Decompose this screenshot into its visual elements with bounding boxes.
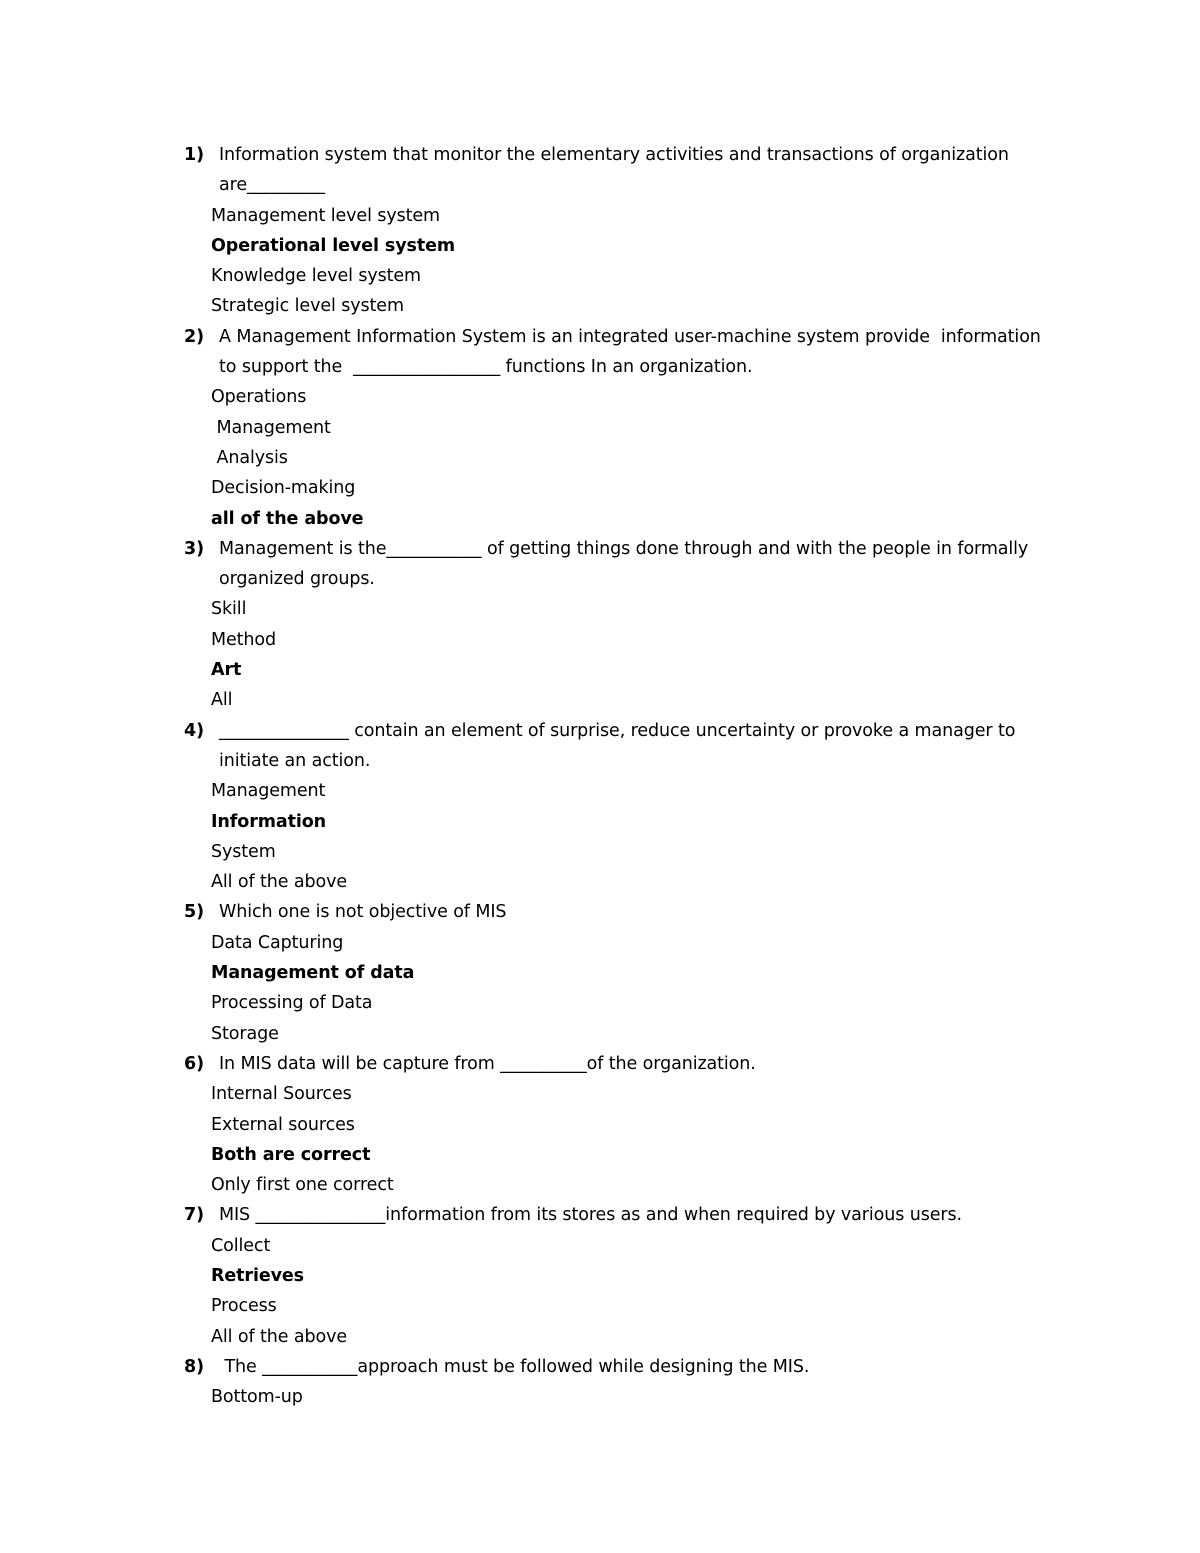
option-label: Knowledge level system [211, 266, 422, 287]
question-line: In MIS data will be capture from __________of the organization. [219, 1053, 756, 1074]
question-list [0, 140, 1200, 1412]
answer-option [0, 625, 1200, 655]
question-number: 6) [184, 1053, 204, 1074]
question-line: MIS _______________information from its stores as and when required by various users. [219, 1205, 962, 1226]
answer-option [0, 1019, 1200, 1049]
answer-option [0, 413, 1200, 443]
question-text-continued [0, 352, 1200, 382]
question-block [0, 534, 1200, 716]
question-block [0, 716, 1200, 898]
question-number: 4) [184, 720, 204, 741]
option-label: Process [211, 1296, 277, 1317]
option-label: Information [211, 811, 327, 832]
option-label: Art [211, 660, 242, 681]
option-label: Processing of Data [211, 993, 373, 1014]
option-label: Both are correct [211, 1144, 371, 1165]
question-text [0, 897, 1200, 927]
question-text [0, 1200, 1200, 1230]
answer-option-correct [0, 655, 1200, 685]
option-label: System [211, 841, 276, 862]
option-label: All [211, 690, 233, 711]
question-line: initiate an action. [219, 750, 371, 771]
option-label: Internal Sources [211, 1084, 352, 1105]
question-text [0, 140, 1200, 170]
question-number: 3) [184, 538, 204, 559]
answer-option [0, 1170, 1200, 1200]
option-label: Management [211, 417, 331, 438]
option-label: Retrieves [211, 1265, 305, 1286]
answer-option [0, 594, 1200, 624]
answer-option [0, 1079, 1200, 1109]
option-label: all of the above [211, 508, 364, 529]
option-label: Analysis [211, 447, 288, 468]
answer-option [0, 1110, 1200, 1140]
question-number: 5) [184, 902, 204, 923]
answer-option [0, 443, 1200, 473]
option-label: All of the above [211, 872, 348, 893]
question-line: _______________ contain an element of surprise, reduce uncertainty or provoke a manager to [219, 720, 1016, 741]
answer-option [0, 473, 1200, 503]
answer-option-correct [0, 1261, 1200, 1291]
answer-option [0, 776, 1200, 806]
question-text [0, 322, 1200, 352]
question-line: A Management Information System is an integrated user-machine system provide information [219, 326, 1041, 347]
option-label: External sources [211, 1114, 355, 1135]
answer-option [0, 988, 1200, 1018]
question-text [0, 534, 1200, 564]
answer-option-correct [0, 807, 1200, 837]
option-label: Data Capturing [211, 932, 344, 953]
option-label: All of the above [211, 1326, 348, 1347]
question-line: Management is the___________ of getting things done through and with the people in formally [219, 538, 1029, 559]
answer-option-correct [0, 231, 1200, 261]
answer-option [0, 837, 1200, 867]
question-block [0, 322, 1200, 534]
answer-option [0, 1322, 1200, 1352]
answer-option [0, 867, 1200, 897]
question-block [0, 1049, 1200, 1200]
question-text [0, 1352, 1200, 1382]
option-label: Method [211, 629, 277, 650]
answer-option [0, 261, 1200, 291]
question-block [0, 140, 1200, 322]
option-label: Skill [211, 599, 247, 620]
option-label: Decision-making [211, 478, 356, 499]
option-label: Management [211, 781, 326, 802]
answer-option [0, 1382, 1200, 1412]
question-line: to support the _________________ functions In an organization. [219, 357, 753, 378]
option-label: Bottom-up [211, 1387, 303, 1408]
answer-option [0, 1291, 1200, 1321]
question-text-continued [0, 170, 1200, 200]
answer-option-correct [0, 1140, 1200, 1170]
answer-option [0, 201, 1200, 231]
option-label: Management of data [211, 963, 415, 984]
answer-option [0, 928, 1200, 958]
question-line: Which one is not objective of MIS [219, 902, 507, 923]
question-block [0, 1200, 1200, 1351]
question-line: are_________ [219, 175, 325, 196]
answer-option [0, 382, 1200, 412]
option-label: Operations [211, 387, 307, 408]
answer-option [0, 1231, 1200, 1261]
question-block [0, 897, 1200, 1048]
question-number: 8) [184, 1356, 204, 1377]
option-label: Strategic level system [211, 296, 404, 317]
option-label: Management level system [211, 205, 440, 226]
question-line: Information system that monitor the elementary activities and transactions of organization [219, 145, 1009, 165]
question-number: 7) [184, 1205, 204, 1226]
question-text [0, 716, 1200, 746]
option-label: Only first one correct [211, 1175, 394, 1196]
question-line: The ___________approach must be followed while designing the MIS. [219, 1356, 810, 1377]
question-text [0, 1049, 1200, 1079]
option-label: Operational level system [211, 235, 456, 256]
answer-option-correct [0, 958, 1200, 988]
question-number: 2) [184, 326, 204, 347]
question-block [0, 1352, 1200, 1413]
question-number: 1) [184, 145, 204, 165]
question-line: organized groups. [219, 569, 375, 590]
option-label: Collect [211, 1235, 271, 1256]
answer-option-correct [0, 504, 1200, 534]
question-text-continued [0, 746, 1200, 776]
option-label: Storage [211, 1023, 279, 1044]
answer-option [0, 685, 1200, 715]
question-text-continued [0, 564, 1200, 594]
answer-option [0, 291, 1200, 321]
